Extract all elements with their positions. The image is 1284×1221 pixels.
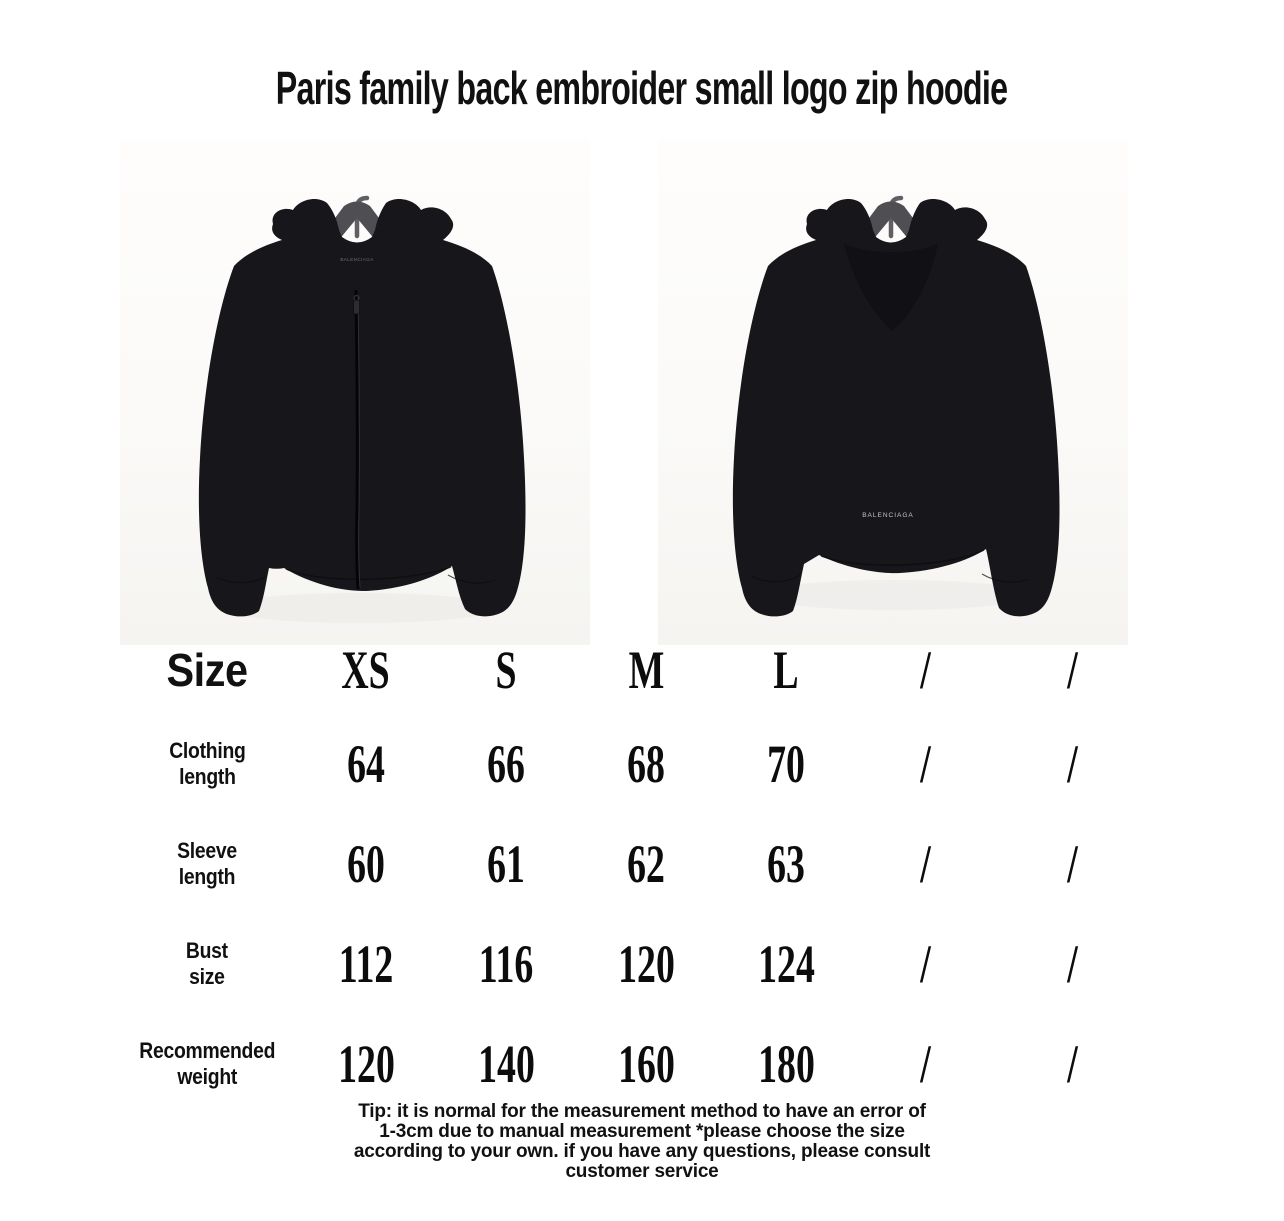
floor-shadow <box>222 593 498 623</box>
cell-value: 63 <box>767 834 805 894</box>
value-cell <box>576 834 716 894</box>
cell-value: 60 <box>347 834 385 894</box>
cell-value: 68 <box>627 734 665 794</box>
tip-line: customer service <box>565 1161 719 1182</box>
cell-value: / <box>920 834 932 894</box>
cell-value: 61 <box>487 834 525 894</box>
cell-value: / <box>1067 934 1079 994</box>
value-cell <box>996 834 1150 894</box>
size-header-row <box>118 626 1150 714</box>
value-cell <box>296 1034 436 1094</box>
value-cell <box>436 934 576 994</box>
row-label-cell <box>118 838 296 890</box>
cell-value: 70 <box>767 734 805 794</box>
cell-value: 180 <box>757 1034 815 1094</box>
table-row-recommended-weight <box>118 1014 1150 1114</box>
front-neck-label-text: BALENCIAGA <box>340 257 374 262</box>
row-label-line: Bust <box>186 938 228 963</box>
page-title: Paris family back embroider small logo zip hoodie <box>276 62 1008 114</box>
value-cell <box>576 734 716 794</box>
cell-value: 120 <box>617 934 675 994</box>
table-row-bust-size <box>118 914 1150 1014</box>
tip-line: 1-3cm due to manual measurement *please choose the size <box>379 1121 905 1142</box>
value-cell <box>296 734 436 794</box>
cell-value: 124 <box>757 934 815 994</box>
size-col-value: / <box>920 640 932 700</box>
row-label-line: length <box>178 864 236 889</box>
size-col-value: L <box>773 640 799 700</box>
page-title-wrap <box>0 64 1284 112</box>
size-col-value: XS <box>341 640 391 700</box>
size-col-header <box>576 640 716 700</box>
row-label <box>186 938 228 990</box>
value-cell <box>856 734 996 794</box>
row-label-line: Sleeve <box>177 838 237 863</box>
size-col-header <box>996 640 1150 700</box>
cell-value: / <box>1067 734 1079 794</box>
size-header-label: Size <box>166 644 248 696</box>
tip-line: Tip: it is normal for the measurement method to have an error of <box>358 1101 926 1122</box>
row-label <box>169 738 245 790</box>
value-cell <box>996 734 1150 794</box>
size-col-header <box>856 640 996 700</box>
size-col-value: S <box>495 640 517 700</box>
cell-value: 66 <box>487 734 525 794</box>
size-col-value: M <box>628 640 664 700</box>
size-col-value: / <box>1067 640 1079 700</box>
value-cell <box>576 934 716 994</box>
table-row-clothing-length <box>118 714 1150 814</box>
size-col-header <box>296 640 436 700</box>
value-cell <box>716 834 856 894</box>
cell-value: / <box>920 1034 932 1094</box>
row-label-line: weight <box>177 1064 237 1089</box>
cell-value: / <box>1067 834 1079 894</box>
value-cell <box>436 1034 576 1094</box>
cell-value: 112 <box>338 934 394 994</box>
tip-line: according to your own. if you have any questions, please consult <box>353 1141 931 1162</box>
table-row-sleeve-length <box>118 814 1150 914</box>
row-label-line: Recommended <box>139 1038 275 1063</box>
hoodie-front-graphic <box>120 140 590 645</box>
cell-value: 116 <box>478 934 534 994</box>
hoodie-back-graphic <box>658 140 1128 645</box>
value-cell <box>856 1034 996 1094</box>
cell-value: / <box>1067 1034 1079 1094</box>
value-cell <box>996 1034 1150 1094</box>
size-col-header <box>716 640 856 700</box>
size-table <box>118 626 1150 1114</box>
row-label <box>139 1038 275 1090</box>
value-cell <box>716 734 856 794</box>
tip-text <box>0 1102 1284 1182</box>
value-cell <box>856 834 996 894</box>
product-photo-front <box>120 140 590 645</box>
row-label-line: Clothing <box>168 738 246 763</box>
size-header-label-cell <box>118 644 296 696</box>
row-label-cell <box>118 938 296 990</box>
value-cell <box>576 1034 716 1094</box>
cell-value: 64 <box>347 734 385 794</box>
row-label-cell <box>118 738 296 790</box>
value-cell <box>296 834 436 894</box>
value-cell <box>996 934 1150 994</box>
cell-value: 160 <box>617 1034 675 1094</box>
cell-value: 140 <box>477 1034 535 1094</box>
back-logo-text: BALENCIAGA <box>862 512 914 519</box>
row-label-line: size <box>189 964 225 989</box>
size-col-header <box>436 640 576 700</box>
zipper-pull <box>354 300 360 314</box>
cell-value: 120 <box>337 1034 395 1094</box>
cell-value: / <box>920 734 932 794</box>
value-cell <box>716 934 856 994</box>
zipper-graphic <box>356 290 358 589</box>
value-cell <box>436 734 576 794</box>
value-cell <box>436 834 576 894</box>
row-label-cell <box>118 1038 296 1090</box>
product-photo-back <box>658 140 1128 645</box>
cell-value: / <box>920 934 932 994</box>
cell-value: 62 <box>627 834 665 894</box>
value-cell <box>856 934 996 994</box>
value-cell <box>716 1034 856 1094</box>
row-label-line: length <box>178 764 236 789</box>
row-label <box>177 838 237 890</box>
value-cell <box>296 934 436 994</box>
